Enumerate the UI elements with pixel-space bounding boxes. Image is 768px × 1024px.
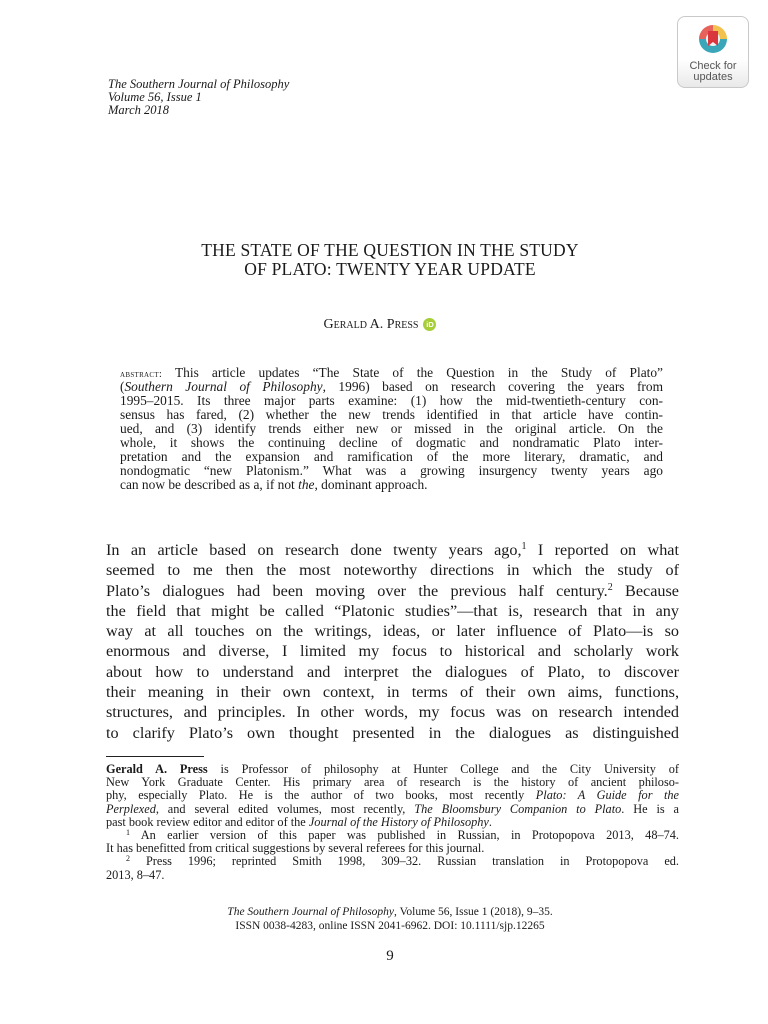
footnote-text: . xyxy=(488,814,492,829)
abstract-text: , dominant approach. xyxy=(314,477,428,492)
body-line: structures, and principles. In other words, my focus was on research intended xyxy=(106,703,679,722)
journal-name: The Southern Journal of Philosophy xyxy=(108,77,290,91)
author-line xyxy=(100,317,660,333)
abstract-emphasis: the xyxy=(298,477,315,492)
badge-line1: Check for xyxy=(689,60,737,72)
footnote-text: is Professor of philosophy at Hunter College and the City University of xyxy=(207,762,679,776)
book-title: Plato: A Guide for the xyxy=(535,788,679,803)
abstract-line: sensus has fared, (2) whether the new trends identified in that article have contin- xyxy=(120,407,663,422)
badge-line2: updates xyxy=(693,71,733,83)
body-line: about how to understand and interpret the dialogues of Plato, to discover xyxy=(106,662,679,681)
body-line: enormous and diverse, I limited my focus to historical and scholarly work xyxy=(106,642,679,661)
title-line-2: OF PLATO: TWENTY YEAR UPDATE xyxy=(244,259,536,279)
body-text-span: Because xyxy=(612,581,679,600)
abstract-text: , 1996) based on research covering the years from xyxy=(322,379,663,394)
footnote-divider xyxy=(106,756,204,757)
crossmark-icon xyxy=(698,24,728,54)
body-line: the field that might be called “Platonic studies”—that is, research that in any xyxy=(106,601,679,620)
abstract-line: ued, and (3) identify trends either new or missed in the original article. On the xyxy=(120,421,663,436)
footnote-text: An earlier version of this paper was published in Russian, in Protopopova 2013, 48–74. xyxy=(130,827,679,842)
footnote-line: 2013, 8–47. xyxy=(106,867,165,882)
footnote-ref-1[interactable]: 1 xyxy=(521,541,527,552)
abstract xyxy=(120,366,663,492)
footnotes xyxy=(106,763,679,882)
body-text-span: Plato’s dialogues had been moving over the previous half century. xyxy=(106,581,608,600)
body-line: their meaning in their own context, in terms of their own aims, functions, xyxy=(106,683,679,702)
citation-details: , Volume 56, Issue 1 (2018), 9–35. xyxy=(394,906,553,918)
footnote-text: phy, especially Plato. He is the author of two books, most recently xyxy=(106,788,536,803)
footnote-text: , and several edited volumes, most recently, xyxy=(155,801,415,816)
abstract-line: This article updates “The State of the Question in the Study of Plato” xyxy=(174,365,664,380)
orcid-icon[interactable]: iD xyxy=(423,318,436,331)
abstract-line: nondogmatic “new Platonism.” What was a growing insurgency twenty years ago xyxy=(120,463,663,478)
body-line: way at all touches on the writings, ideas, or later influence of Plato—is so xyxy=(106,622,679,641)
footnote-number-2: 2 xyxy=(126,854,130,864)
abstract-journal-ref: Southern Journal of Philosophy xyxy=(124,379,323,394)
citation-journal: The Southern Journal of Philosophy xyxy=(227,906,395,918)
bio-name: Gerald A. Press xyxy=(106,762,208,776)
journal-title: Journal of the History of Philosophy xyxy=(308,814,489,829)
page-number: 9 xyxy=(386,948,394,964)
journal-date: March 2018 xyxy=(108,103,169,117)
footnote-ref-2[interactable]: 2 xyxy=(607,581,613,593)
abstract-label: abstract: xyxy=(120,369,163,380)
body-line: to clarify Plato’s own thought presented in the dialogues as distinguished xyxy=(106,723,679,742)
article-title xyxy=(100,241,680,279)
author-name: Gerald A. Press xyxy=(323,317,419,332)
check-for-updates-badge[interactable] xyxy=(677,16,749,88)
abstract-line: 1995–2015. Its three major parts examine: (1) how the mid-twentieth-century con- xyxy=(120,393,663,408)
body-text-span: I reported on what xyxy=(526,541,679,559)
book-title: Perplexed xyxy=(106,801,156,816)
journal-header xyxy=(108,78,289,117)
abstract-line: whole, it shows the continuing decline of dogmatic and nondramatic Plato inter- xyxy=(120,435,663,450)
abstract-text: ( xyxy=(120,379,125,394)
footnote-text: Press 1996; reprinted Smith 1998, 309–32. Russian translation in Protopopova ed. xyxy=(130,854,679,869)
footnote-text: past book review editor and editor of the xyxy=(106,814,309,829)
footnote-line: It has benefitted from critical suggestions by several referees for this journal. xyxy=(106,841,485,856)
abstract-line: pretation and the expansion and ramification of the more literary, dramatic, and xyxy=(120,449,663,464)
journal-volume: Volume 56, Issue 1 xyxy=(108,90,202,104)
title-line-1: THE STATE OF THE QUESTION IN THE STUDY xyxy=(201,240,579,260)
body-text-span: In an article based on research done twenty years ago, xyxy=(106,541,522,559)
abstract-text: can now be described as a, if not xyxy=(120,477,299,492)
body-text xyxy=(106,540,679,743)
footnote-text: . He is a xyxy=(621,801,680,816)
body-line: seemed to me then the most noteworthy directions in which the study of xyxy=(106,561,679,580)
book-title: The Bloomsbury Companion to Plato xyxy=(414,801,622,816)
citation-issn-doi[interactable]: ISSN 0038-4283, online ISSN 2041-6962. DOI: 10.1111/sjp.12265 xyxy=(235,919,545,932)
footnote-line: New York Graduate Center. His primary area of research is the history of ancient philoso- xyxy=(106,775,679,790)
citation-footer xyxy=(100,906,680,933)
footnote-number-1: 1 xyxy=(126,827,130,837)
